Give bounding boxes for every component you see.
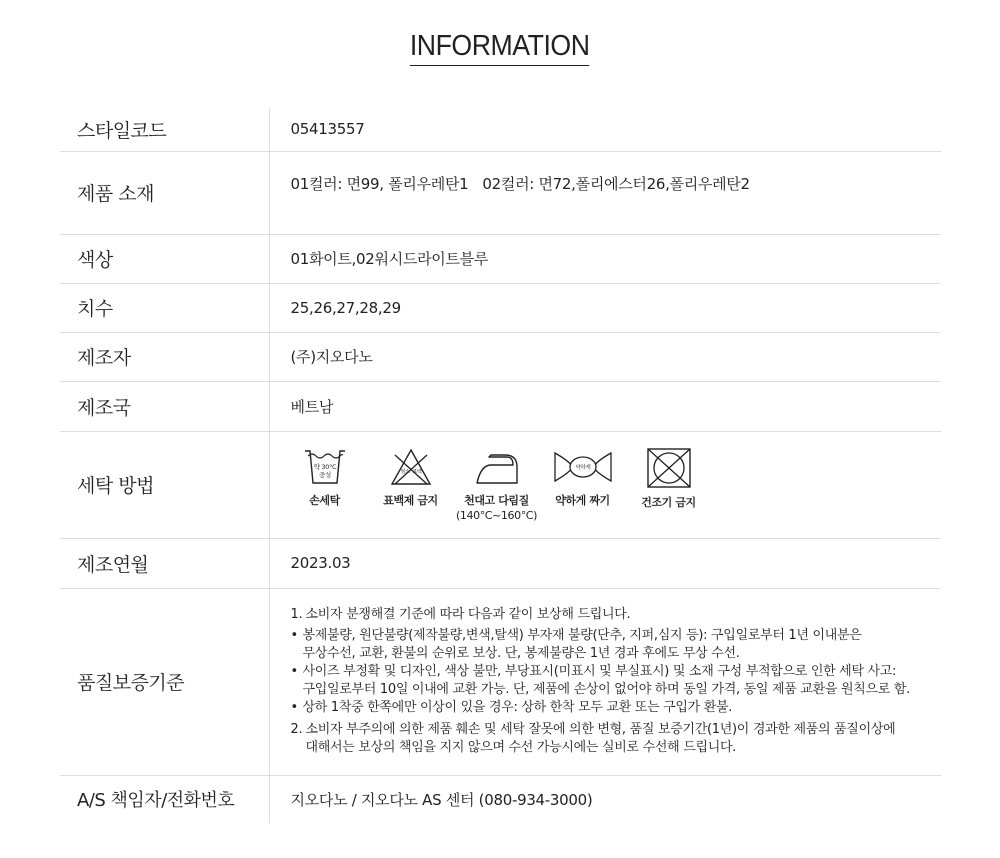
- maker-value: (주)지오다노: [269, 332, 941, 381]
- iron-icon: [473, 447, 521, 487]
- list-item: • 봉제불량, 원단불량(제작불량,변색,탈색) 부자재 불량(단추, 지퍼,심지 등): 구입일로부터 1년 이내분은 무상수선, 교환, 환불의 순위로 보상. 단, 봉제불량은 1년 경과 후에도 무상 수선.: [291, 627, 942, 663]
- iron-caption: 천대고 다림질: [464, 493, 529, 507]
- guarantee-label: 품질보증기준: [60, 588, 269, 775]
- date-value: 2023.03: [269, 538, 941, 588]
- guarantee-bullets: [291, 627, 942, 717]
- wash-item: [540, 447, 626, 508]
- table-row: [60, 538, 941, 588]
- hand-wash-neutral: 중성: [318, 470, 331, 479]
- guarantee-item-1: 1. 소비자 분쟁해결 기준에 따라 다음과 같이 보상해 드립니다.: [290, 607, 631, 622]
- wash-label: 세탁 방법: [60, 431, 269, 538]
- material-value: [269, 151, 941, 234]
- wash-value: [269, 431, 941, 538]
- hand-wash-caption: 손세탁: [309, 493, 340, 507]
- material-color1: 01컬러: 면99, 폴리우레탄1: [290, 174, 469, 193]
- guarantee-item-2: 2. 소비자 부주의에 의한 제품 훼손 및 세탁 잘못에 의한 변형, 품질 보증기간(1년)이 경과한 제품의 품질이상에: [290, 722, 896, 737]
- hand-wash-temp: 약 30°C: [313, 462, 336, 471]
- table-row: [60, 108, 941, 151]
- no-bleach-icon: [389, 447, 433, 487]
- as-label: A/S 책임자/전화번호: [60, 775, 269, 823]
- iron-temp-range: (140°C~160°C): [456, 508, 537, 522]
- wash-item: [626, 447, 712, 510]
- table-row: [60, 151, 941, 234]
- no-bleach-chlorine: 염소: [399, 468, 410, 475]
- as-value: 지오다노 / 지오다노 AS 센터 (080-934-3000): [290, 790, 593, 809]
- maker-label: 제조자: [60, 332, 269, 381]
- size-label: 치수: [60, 283, 269, 332]
- table-row: [60, 234, 941, 283]
- list-item: • 상하 1착중 한쪽에만 이상이 있을 경우: 상하 한착 모두 교환 또는 구입가 환불.: [291, 699, 942, 717]
- wash-item: [282, 447, 368, 508]
- size-value: 25,26,27,28,29: [269, 283, 941, 332]
- page-title-wrap: [0, 30, 1000, 66]
- wash-item: [368, 447, 454, 508]
- date-label: 제조연월: [60, 538, 269, 588]
- hand-wash-icon: [303, 447, 347, 487]
- material-label: 제품 소재: [60, 151, 269, 234]
- no-tumble-dry-caption: 건조기 금지: [641, 495, 696, 509]
- product-info-table: [60, 108, 941, 823]
- wash-icon-list: [282, 447, 942, 523]
- guarantee-value: [269, 588, 941, 775]
- table-row: [60, 775, 941, 823]
- gentle-wring-inner: 약하게: [574, 464, 591, 471]
- table-row: [60, 588, 941, 775]
- style-code-value: 05413557: [269, 108, 941, 151]
- guarantee-item-2-cont: 대해서는 보상의 책임을 지지 않으며 수선 가능시에는 실비로 수선해 드립니다.: [305, 740, 737, 755]
- wash-item: [454, 447, 540, 523]
- material-color2: 02컬러: 면72,폴리에스터26,폴리우레탄2: [482, 174, 750, 193]
- guarantee-text: [291, 606, 942, 757]
- page-title: INFORMATION: [410, 30, 590, 66]
- no-tumble-dry-icon: [646, 447, 692, 489]
- gentle-wring-icon: [553, 447, 613, 487]
- gentle-wring-caption: 약하게 짜기: [555, 493, 610, 507]
- country-value: 베트남: [269, 381, 941, 431]
- no-bleach-bleach: 표백: [411, 468, 422, 475]
- color-label: 색상: [60, 234, 269, 283]
- color-value: 01화이트,02워시드라이트블루: [269, 234, 941, 283]
- table-row: [60, 431, 941, 538]
- no-bleach-caption: 표백제 금지: [383, 493, 438, 507]
- table-row: [60, 283, 941, 332]
- table-row: [60, 332, 941, 381]
- table-row: [60, 381, 941, 431]
- country-label: 제조국: [60, 381, 269, 431]
- list-item: • 사이즈 부정확 및 디자인, 색상 불만, 부당표시(미표시 및 부실표시) 및 소재 구성 부적합으로 인한 세탁 사고: 구입일로부터 10일 이내에 교환 가능. 단, 제품에 손상이 없어야 하며 동일 가격, 동일 제품 교환을 원칙으로 함.: [291, 663, 942, 699]
- style-code-label: 스타일코드: [60, 108, 269, 151]
